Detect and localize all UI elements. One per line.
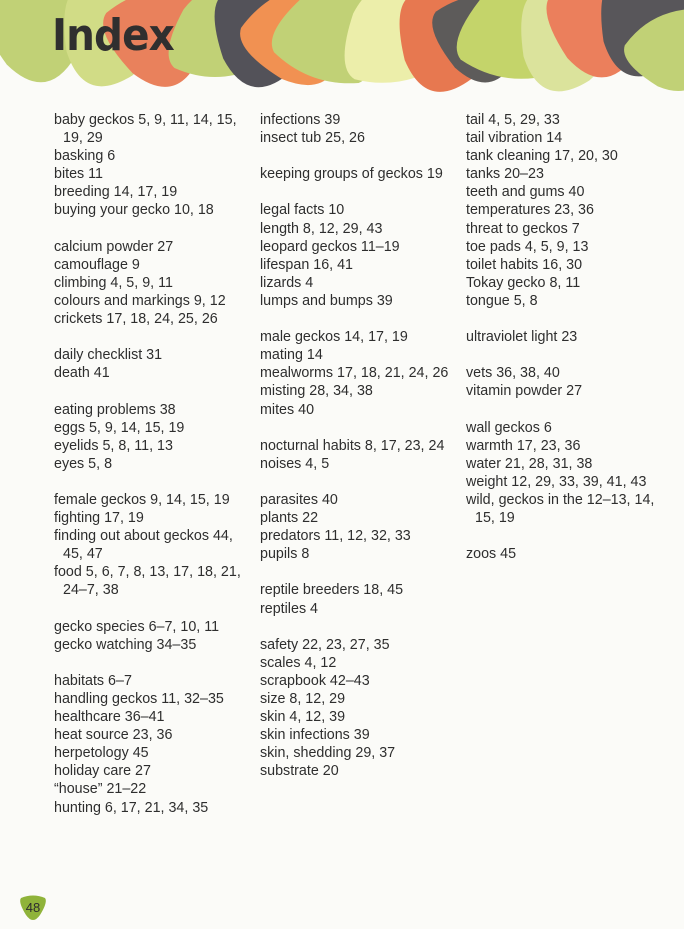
index-entry: leopard geckos 11–19 (260, 238, 400, 255)
index-entry: gecko species 6–7, 10, 11 (54, 618, 220, 635)
index-entry: pupils 8 (260, 546, 310, 563)
index-entry: female geckos 9, 14, 15, 19 (54, 491, 230, 508)
index-entry: buying your gecko 10, 18 (54, 202, 214, 219)
index-group (466, 111, 671, 310)
index-group (260, 636, 460, 781)
index-entry: ultraviolet light 23 (466, 329, 578, 346)
index-entry: insect tub 25, 26 (260, 130, 365, 147)
index-group (54, 346, 254, 382)
index-entry: colours and markings 9, 12 (54, 292, 226, 309)
index-entry: infections 39 (260, 112, 341, 128)
index-entry: toilet habits 16, 30 (466, 256, 583, 273)
index-entry: reptiles 4 (260, 600, 319, 617)
index-entry: weight 12, 29, 33, 39, 41, 43 (466, 473, 647, 490)
index-entry: tanks 20–23 (466, 166, 544, 183)
index-entry: skin infections 39 (260, 727, 370, 744)
index-entry: keeping groups of geckos 19 (260, 166, 443, 183)
index-entry: gecko watching 34–35 (54, 636, 197, 653)
index-entry: safety 22, 23, 27, 35 (260, 636, 390, 653)
index-group (54, 401, 254, 473)
index-column-1 (54, 111, 254, 817)
index-entry: scrapbook 42–43 (260, 672, 370, 689)
index-column-2 (260, 111, 460, 780)
index-entry: food 5, 6, 7, 8, 13, 17, 18, 21, 24–7, 38 (54, 564, 241, 599)
index-entry: plants 22 (260, 510, 319, 527)
index-entry: heat source 23, 36 (54, 727, 173, 744)
index-entry: mating 14 (260, 347, 323, 364)
index-entry: lumps and bumps 39 (260, 292, 393, 309)
index-entry: basking 6 (54, 148, 116, 165)
index-entry: herpetology 45 (54, 745, 149, 762)
index-entry: eyelids 5, 8, 11, 13 (54, 437, 173, 454)
index-group (54, 238, 254, 328)
index-group (260, 328, 460, 418)
index-entry: wall geckos 6 (466, 419, 552, 436)
index-group (466, 419, 671, 528)
index-entry: calcium powder 27 (54, 238, 174, 255)
index-entry: toe pads 4, 5, 9, 13 (466, 238, 589, 255)
index-entry: skin 4, 12, 39 (260, 709, 346, 726)
index-group (260, 437, 460, 473)
index-entry: length 8, 12, 29, 43 (260, 220, 383, 237)
index-entry: camouflage 9 (54, 256, 140, 273)
index-group (260, 201, 460, 310)
index-entry: daily checklist 31 (54, 347, 163, 364)
index-group (260, 165, 460, 183)
index-entry: lifespan 16, 41 (260, 256, 353, 273)
index-entry: male geckos 14, 17, 19 (260, 329, 408, 346)
index-entry: legal facts 10 (260, 202, 345, 219)
index-entry: crickets 17, 18, 24, 25, 26 (54, 311, 218, 328)
index-entry: breeding 14, 17, 19 (54, 184, 178, 201)
index-entry: eggs 5, 9, 14, 15, 19 (54, 419, 185, 436)
index-entry: temperatures 23, 36 (466, 202, 594, 219)
index-entry: substrate 20 (260, 763, 339, 780)
index-entry: nocturnal habits 8, 17, 23, 24 (260, 437, 445, 454)
index-entry: mites 40 (260, 401, 315, 418)
index-entry: water 21, 28, 31, 38 (466, 455, 593, 472)
index-column-3 (466, 111, 671, 563)
index-group (260, 111, 460, 147)
index-group (54, 618, 254, 654)
index-group (466, 328, 671, 346)
index-entry: teeth and gums 40 (466, 184, 585, 201)
index-entry: lizards 4 (260, 274, 314, 291)
index-entry: tank cleaning 17, 20, 30 (466, 148, 618, 165)
index-entry: wild, geckos in the 12–13, 14, 15, 19 (466, 491, 655, 527)
index-entry: “house” 21–22 (54, 781, 147, 798)
page-number-badge (18, 893, 48, 923)
index-entry: misting 28, 34, 38 (260, 383, 373, 400)
index-entry: threat to geckos 7 (466, 220, 580, 237)
index-entry: holiday care 27 (54, 763, 151, 780)
page-number: 48 (25, 900, 41, 915)
index-group (466, 364, 671, 400)
index-entry: climbing 4, 5, 9, 11 (54, 274, 173, 291)
index-entry: handling geckos 11, 32–35 (54, 691, 224, 707)
index-group (54, 111, 254, 220)
index-group (54, 491, 254, 600)
index-entry: death 41 (54, 365, 110, 382)
index-entry: zoos 45 (466, 546, 517, 563)
index-entry: tail 4, 5, 29, 33 (466, 112, 560, 128)
index-entry: eating problems 38 (54, 401, 176, 418)
page-title: Index (52, 10, 174, 61)
index-entry: bites 11 (54, 166, 104, 183)
index-entry: vitamin powder 27 (466, 383, 583, 400)
index-group (54, 672, 254, 817)
index-entry: scales 4, 12 (260, 654, 337, 671)
index-entry: warmth 17, 23, 36 (466, 437, 581, 454)
index-entry: healthcare 36–41 (54, 709, 165, 726)
index-entry: finding out about geckos 44, 45, 47 (54, 528, 233, 563)
index-entry: fighting 17, 19 (54, 510, 144, 527)
index-entry: hunting 6, 17, 21, 34, 35 (54, 799, 209, 816)
index-group (260, 491, 460, 563)
index-entry: tongue 5, 8 (466, 292, 538, 309)
index-entry: reptile breeders 18, 45 (260, 582, 404, 599)
index-entry: eyes 5, 8 (54, 455, 113, 472)
index-group (466, 545, 671, 563)
index-entry: noises 4, 5 (260, 455, 330, 472)
index-entry: parasites 40 (260, 491, 338, 508)
index-entry: predators 11, 12, 32, 33 (260, 528, 411, 545)
index-entry: size 8, 12, 29 (260, 691, 346, 707)
index-entry: tail vibration 14 (466, 130, 563, 147)
index-entry: vets 36, 38, 40 (466, 365, 560, 382)
index-entry: mealworms 17, 18, 21, 24, 26 (260, 365, 449, 382)
index-entry: Tokay gecko 8, 11 (466, 274, 581, 291)
index-entry: skin, shedding 29, 37 (260, 745, 396, 762)
index-group (260, 581, 460, 617)
index-entry: habitats 6–7 (54, 672, 132, 689)
index-entry: baby geckos 5, 9, 11, 14, 15, 19, 29 (54, 112, 237, 147)
